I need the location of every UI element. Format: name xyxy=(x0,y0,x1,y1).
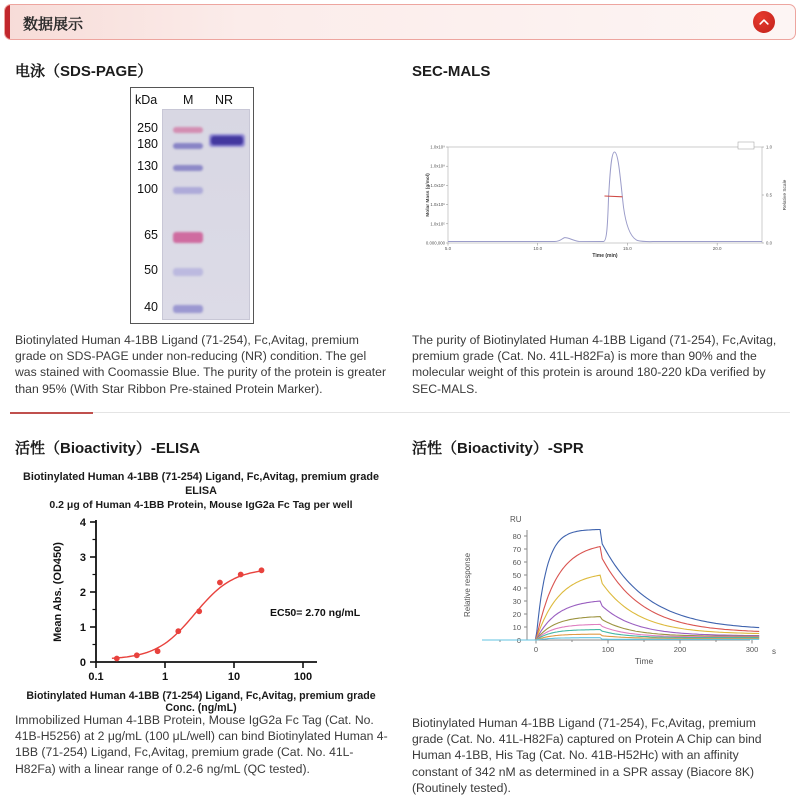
gel-sample-band-core xyxy=(211,136,243,145)
svg-text:0.000,000: 0.000,000 xyxy=(425,240,445,246)
svg-text:EC50= 2.70 ng/mL: EC50= 2.70 ng/mL xyxy=(270,607,361,619)
svg-text:4: 4 xyxy=(79,517,86,529)
gel-marker-band xyxy=(173,127,203,133)
spr-chart xyxy=(432,500,800,680)
svg-text:80: 80 xyxy=(512,531,521,541)
svg-text:2: 2 xyxy=(79,587,86,599)
gel-marker-band xyxy=(173,165,203,171)
gel-marker-label: 50 xyxy=(144,263,158,278)
svg-text:3: 3 xyxy=(79,552,86,564)
svg-text:1.0: 1.0 xyxy=(766,144,772,150)
gel-marker-label: 180 xyxy=(137,136,158,151)
elisa-x-axis-label: Biotinylated Human 4-1BB (71-254) Ligand, Fc,Avitag, premium grade Conc. (ng/mL) xyxy=(26,690,376,714)
svg-text:100: 100 xyxy=(293,671,313,683)
collapse-button[interactable] xyxy=(753,11,775,33)
svg-text:1.0x10⁹: 1.0x10⁹ xyxy=(430,144,445,150)
sds-page-caption: Biotinylated Human 4-1BB Ligand (71-254), Fc,Avitag, premium grade on SDS-PAGE under non-reducing (NR) condition. The gel was stained with Coomassie Blue. The purity of the protein is greater than 95% (With Star Ribbon Pre-stained Protein Marker). xyxy=(15,333,387,396)
svg-text:s: s xyxy=(772,647,776,656)
svg-text:Relative Scale: Relative Scale xyxy=(783,179,788,211)
svg-text:20: 20 xyxy=(512,609,521,619)
gel-area xyxy=(162,109,250,320)
gel-marker-label: 40 xyxy=(144,299,158,314)
gel-marker-band xyxy=(173,232,203,243)
panel-header[interactable] xyxy=(4,4,796,40)
gel-lane-nr-label: NR xyxy=(215,93,234,107)
elisa-chart xyxy=(25,512,400,689)
spr-caption: Biotinylated Human 4-1BB Ligand (71-254), Fc,Avitag, premium grade (Cat. No. 41L-H82Fa) captured on Protein A Chip can bind Human 4-1BB, His Tag (Cat. No. 41B-H52Hc) with an affinity constant of 342 nM as determined in a SPR assay (Biacore 8K) (Routinely tested). xyxy=(412,716,762,795)
svg-text:1.0x10⁶: 1.0x10⁶ xyxy=(430,202,445,208)
svg-text:Time (min): Time (min) xyxy=(592,253,618,259)
svg-text:1.0x10⁷: 1.0x10⁷ xyxy=(430,182,445,188)
gel-marker-label: 65 xyxy=(144,228,158,243)
svg-text:RU: RU xyxy=(510,515,522,524)
svg-text:1: 1 xyxy=(161,671,169,683)
svg-text:10: 10 xyxy=(227,671,241,683)
svg-text:1.0x10⁵: 1.0x10⁵ xyxy=(430,221,445,227)
svg-text:15.0: 15.0 xyxy=(623,246,632,251)
section-elisa xyxy=(0,413,400,803)
spr-title: 活性（Bioactivity）-SPR xyxy=(412,440,584,457)
svg-text:Mean Abs. (OD450): Mean Abs. (OD450) xyxy=(52,542,64,642)
sec-mals-caption: The purity of Biotinylated Human 4-1BB Ligand (71-254), Fc,Avitag, premium grade (Cat. No. 41L-H82Fa) is more than 90% and the molecular weight of this protein is around 180-220 kDa verified by SEC-MALS. xyxy=(412,333,777,396)
svg-text:300: 300 xyxy=(745,645,759,654)
svg-text:Time: Time xyxy=(634,656,654,666)
gel-unit-label: kDa xyxy=(135,93,158,107)
svg-text:1: 1 xyxy=(79,622,86,634)
gel-marker-band xyxy=(173,187,203,194)
elisa-chart-subtitle: 0.2 μg of Human 4-1BB Protein, Mouse IgG2a Fc Tag per well xyxy=(49,499,353,511)
svg-text:10: 10 xyxy=(512,622,521,632)
svg-text:0.1: 0.1 xyxy=(88,671,104,683)
svg-text:0: 0 xyxy=(79,657,86,669)
gel-marker-band xyxy=(173,268,203,276)
gel-marker-band xyxy=(173,305,203,313)
elisa-title: 活性（Bioactivity）-ELISA xyxy=(15,440,201,457)
sds-page-title: 电泳（SDS-PAGE） xyxy=(15,63,153,80)
panel-title: 数据展示 xyxy=(23,16,84,33)
svg-text:50: 50 xyxy=(512,570,521,580)
panel-content xyxy=(0,44,800,803)
svg-text:100: 100 xyxy=(601,645,615,654)
section-sec-mals xyxy=(400,44,800,412)
svg-text:20.0: 20.0 xyxy=(712,246,722,251)
svg-text:70: 70 xyxy=(512,544,521,554)
svg-text:5.0: 5.0 xyxy=(444,246,452,251)
gel-marker-label: 250 xyxy=(137,120,158,135)
svg-text:0.0: 0.0 xyxy=(766,240,772,246)
elisa-chart-title: Biotinylated Human 4-1BB (71-254) Ligand, Fc,Avitag, premium grade ELISA xyxy=(23,471,379,497)
header-accent-bar xyxy=(5,5,10,39)
section-spr xyxy=(400,413,800,803)
svg-text:Relative response: Relative response xyxy=(463,552,472,618)
sec-mals-chart xyxy=(420,139,800,269)
elisa-chart-titles xyxy=(15,470,387,512)
svg-text:0.5: 0.5 xyxy=(766,192,772,198)
sec-mals-title: SEC-MALS xyxy=(412,63,491,80)
svg-text:60: 60 xyxy=(512,557,521,567)
svg-text:0: 0 xyxy=(516,635,521,645)
gel-marker-label: 100 xyxy=(137,181,158,196)
elisa-caption: Immobilized Human 4-1BB Protein, Mouse IgG2a Fc Tag (Cat. No. 41B-H5256) at 2 μg/mL (100 μL/well) can bind Biotinylated Human 4-1BB (71-254) Ligand, Fc,Avitag, premium grade (Cat. No. 41L-H82Fa) with a linear range of 0.2-6 ng/mL (QC tested). xyxy=(15,713,388,776)
gel-marker-label: 130 xyxy=(137,158,158,173)
svg-text:30: 30 xyxy=(512,596,521,606)
svg-text:200: 200 xyxy=(673,645,687,654)
svg-text:0: 0 xyxy=(533,645,539,654)
sds-page-gel-image xyxy=(130,87,254,324)
section-sds-page xyxy=(0,44,400,412)
svg-text:Molar Mass (g/mol): Molar Mass (g/mol) xyxy=(426,173,431,217)
svg-text:40: 40 xyxy=(512,583,521,593)
gel-marker-band xyxy=(173,143,203,149)
gel-lane-m-label: M xyxy=(183,93,194,107)
chevron-up-icon xyxy=(757,15,771,29)
svg-text:10.0: 10.0 xyxy=(533,246,543,251)
svg-text:1.0x10⁸: 1.0x10⁸ xyxy=(430,163,445,169)
